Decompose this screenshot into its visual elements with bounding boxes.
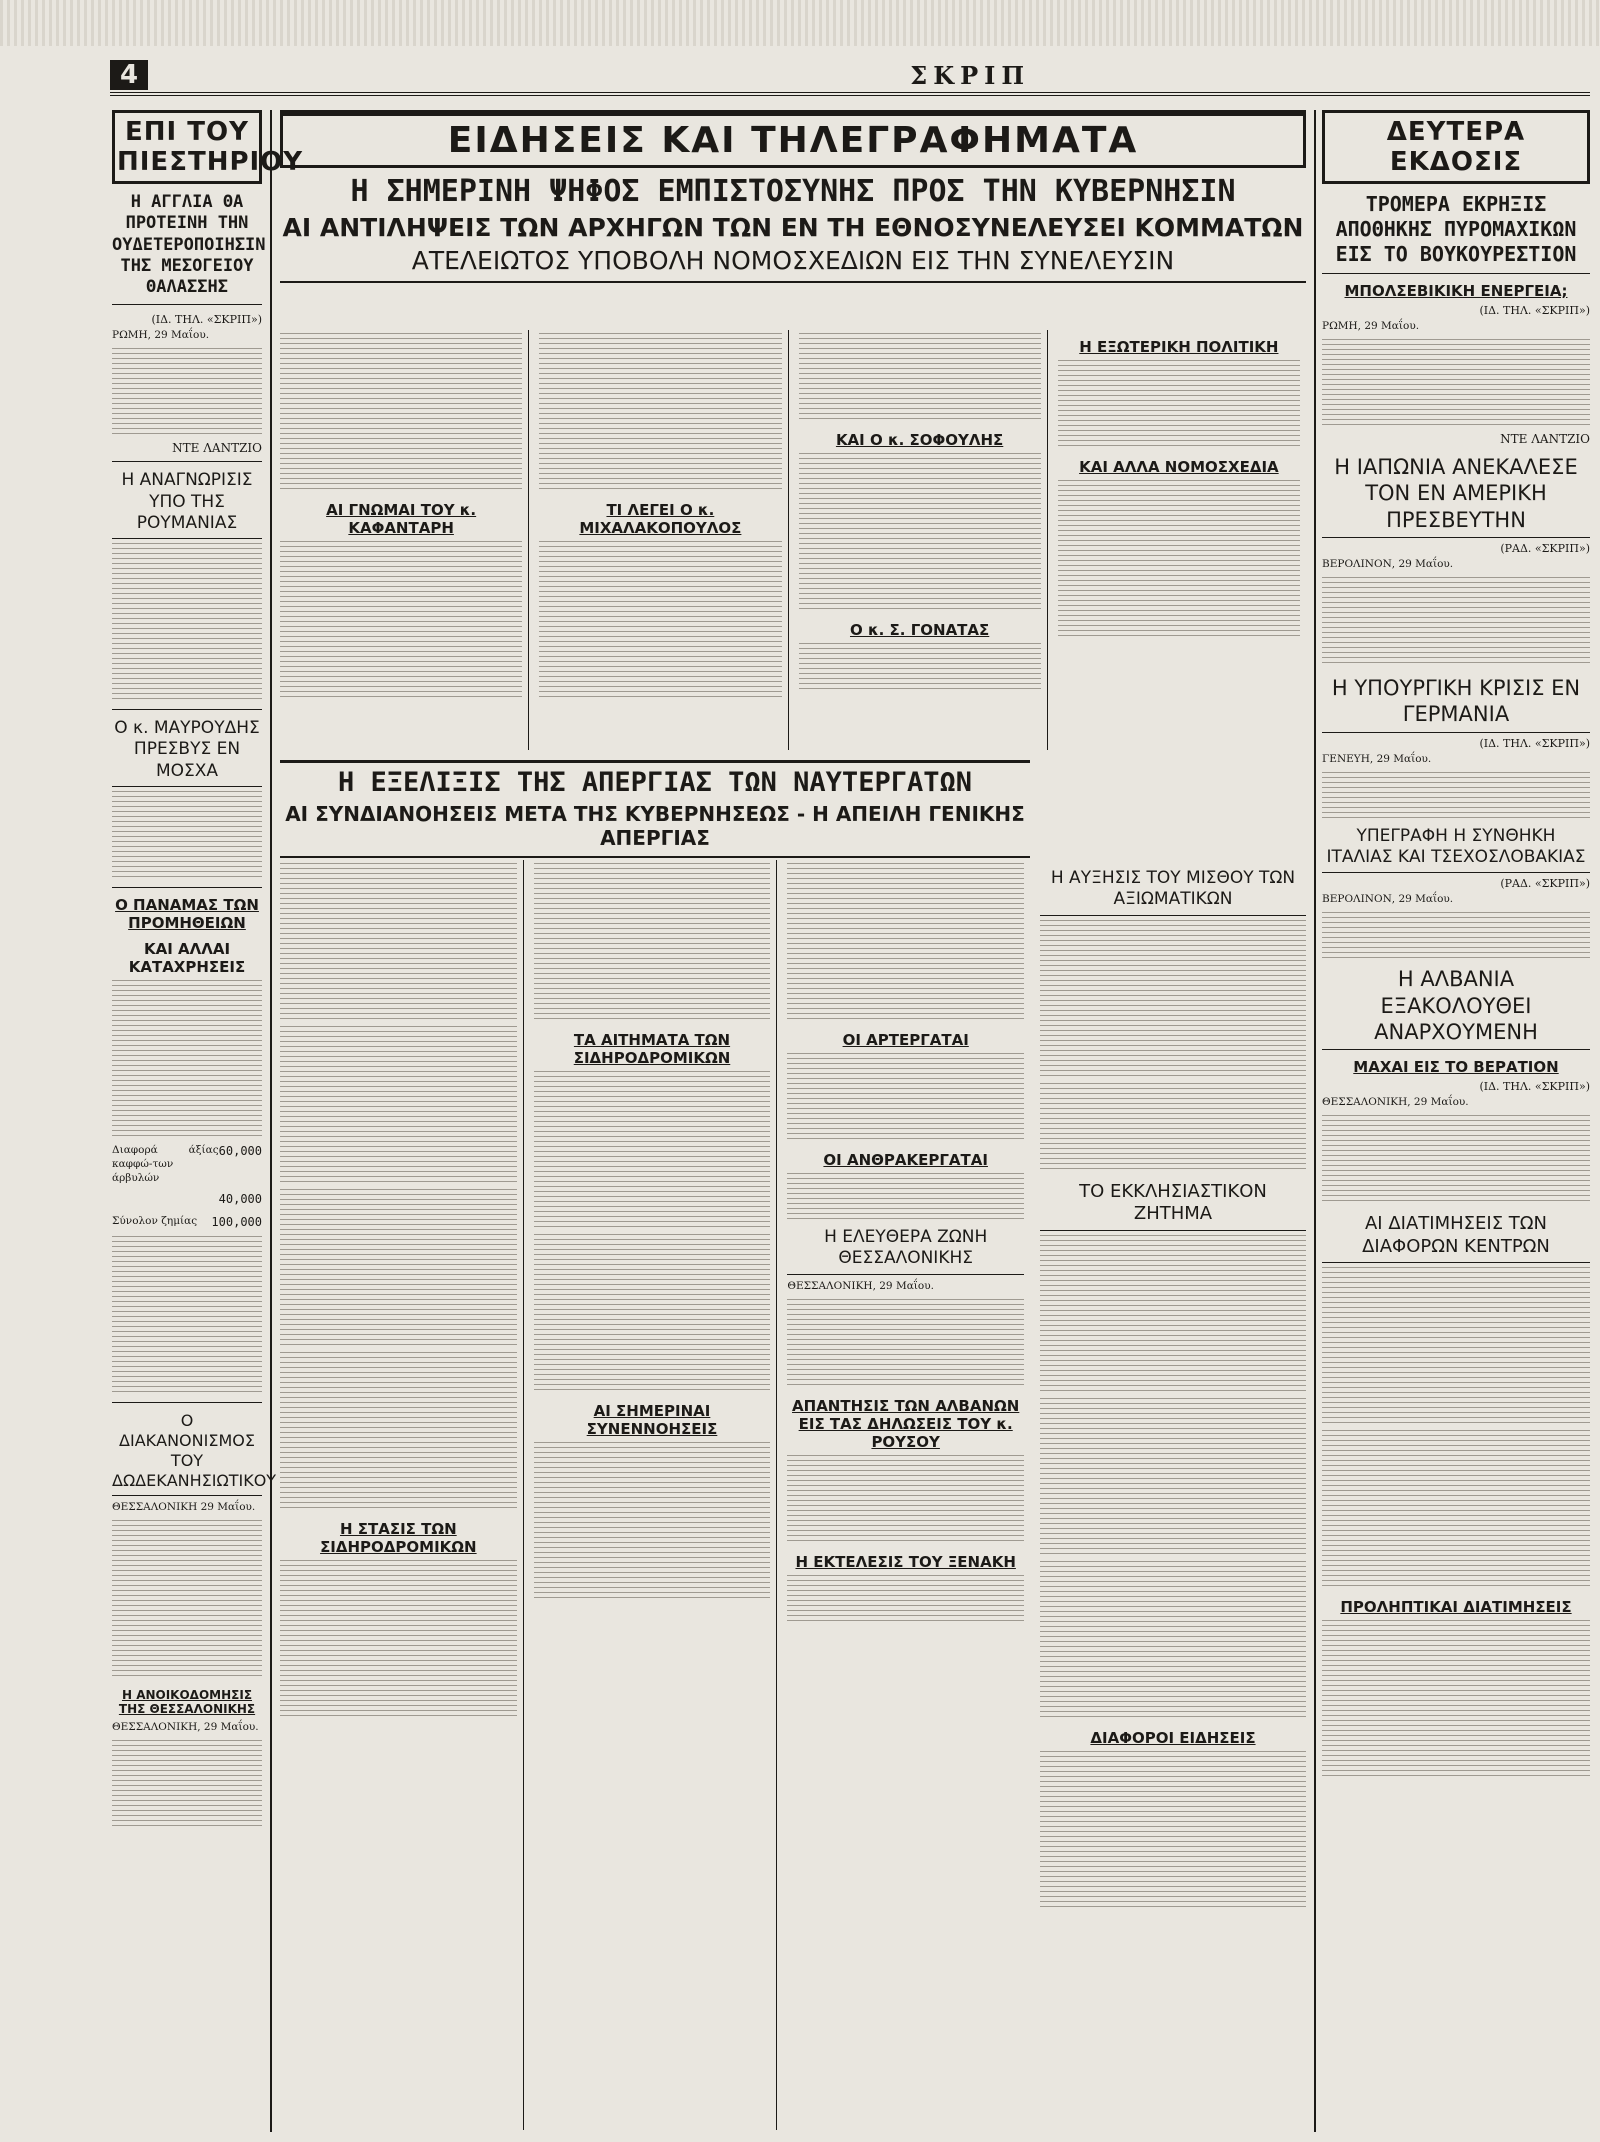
article-text bbox=[1322, 1115, 1590, 1205]
source-credit: (ΙΔ. ΤΗΛ. «ΣΚΡΙΠ») bbox=[1479, 304, 1590, 317]
article-text bbox=[787, 1575, 1024, 1621]
article-text bbox=[1322, 1267, 1590, 1427]
page-number: 4 bbox=[110, 60, 148, 90]
article-text bbox=[112, 1520, 262, 1680]
scan-edge bbox=[0, 0, 1600, 46]
news-subcolumn bbox=[539, 330, 788, 750]
headline: Η ΑΓΓΛΙΑ ΘΑ ΠΡΟΤΕΙΝΗ ΤΗΝ ΟΥΔΕΤΕΡΟΠΟΙΗΣΙΝ ΤΗΣ ΜΕΣΟΓΕΙΟΥ ΘΑΛΑΣΣΗΣ bbox=[112, 192, 262, 305]
center-right-column bbox=[1040, 860, 1306, 2132]
dateline: ΘΕΣΣΑΛΟΝΙΚΗ, 29 Μαΐου. bbox=[112, 1720, 259, 1733]
headline: Η ΥΠΟΥΡΓΙΚΗ ΚΡΙΣΙΣ ΕΝ ΓΕΡΜΑΝΙΑ bbox=[1322, 675, 1590, 733]
strike-subcolumn bbox=[280, 860, 524, 2130]
article-text bbox=[534, 1442, 771, 1602]
subheadline: ΜΑΧΑΙ ΕΙΣ ΤΟ ΒΕΡΑΤΙΟΝ bbox=[1353, 1058, 1559, 1077]
article-text bbox=[280, 1026, 517, 1186]
article-text bbox=[1322, 1620, 1590, 1780]
right-column bbox=[1322, 110, 1590, 2132]
subheadline: ΤΑ ΑΙΤΗΜΑΤΑ ΤΩΝ ΣΙΔΗΡΟΔΡΟΜΙΚΩΝ bbox=[573, 1031, 731, 1067]
column-rule bbox=[270, 110, 272, 2132]
table-row: Διαφορά άξίας καφφώ-των άρβυλών 60,000 bbox=[112, 1143, 262, 1185]
table-row: 40,000 bbox=[218, 1192, 262, 1207]
left-column bbox=[112, 110, 304, 2132]
headline: ΥΠΕΓΡΑΦΗ Η ΣΥΝΘΗΚΗ ΙΤΑΛΙΑΣ ΚΑΙ ΤΣΕΧΟΣΛΟΒΑΚΙΑΣ bbox=[1322, 826, 1590, 874]
news-body bbox=[280, 330, 1306, 750]
source-credit: (ΙΔ. ΤΗΛ. «ΣΚΡΙΠ») bbox=[1479, 1080, 1590, 1094]
source-credit: (ΙΔ. ΤΗΛ. «ΣΚΡΙΠ») bbox=[151, 313, 262, 327]
dateline: ΘΕΣΣΑΛΟΝΙΚΗ 29 Μαΐου. bbox=[112, 1500, 256, 1513]
subheadline: Ο κ. Σ. ΓΟΝΑΤΑΣ bbox=[849, 621, 990, 639]
dateline: ΡΩΜΗ, 29 Μαΐου. bbox=[112, 329, 210, 342]
dateline: ΓΕΝΕΥΗ, 29 Μαΐου. bbox=[1322, 752, 1432, 765]
headline: Ο ΠΑΝΑΜΑΣ ΤΩΝ ΠΡΟΜΗΘΕΙΩΝ bbox=[115, 895, 259, 932]
article-text bbox=[112, 543, 262, 703]
source-credit: (ΡΑΔ. «ΣΚΡΙΠ») bbox=[1500, 877, 1590, 891]
article-text bbox=[539, 333, 781, 493]
headline: Η ΑΝΑΓΝΩΡΙΣΙΣ ΥΠΟ ΤΗΣ ΡΟΥΜΑΝΙΑΣ bbox=[112, 470, 262, 539]
masthead bbox=[110, 58, 1590, 96]
signature: ΝΤΕ ΛΑΝΤΖΙΟ bbox=[1500, 432, 1590, 447]
article-text bbox=[787, 1173, 1024, 1219]
article-text bbox=[534, 1234, 771, 1394]
subheadline: ΚΑΙ ΑΛΛΑ ΝΟΜΟΣΧΕΔΙΑ bbox=[1079, 458, 1279, 476]
article-text bbox=[280, 1560, 517, 1720]
article-text bbox=[799, 643, 1041, 689]
headline: ΑΤΕΛΕΙΩΤΟΣ ΥΠΟΒΟΛΗ ΝΟΜΟΣΧΕΔΙΩΝ ΕΙΣ ΤΗΝ ΣΥΝΕΛΕΥΣΙΝ bbox=[280, 246, 1306, 283]
subheadline: ΑΙ ΓΝΩΜΑΙ ΤΟΥ κ. ΚΑΦΑΝΤΑΡΗ bbox=[326, 501, 477, 537]
headline: Η ΣΗΜΕΡΙΝΗ ΨΗΦΟΣ ΕΜΠΙΣΤΟΣΥΝΗΣ ΠΡΟΣ ΤΗΝ ΚΥΒΕΡΝΗΣΙΝ bbox=[350, 174, 1236, 209]
article-text bbox=[112, 1236, 262, 1396]
article-text bbox=[280, 541, 522, 701]
section-header: ΔΕΥΤΕΡΑ ΕΚΔΟΣΙΣ bbox=[1322, 110, 1590, 184]
headline: Η ΑΝΟΙΚΟΔΟΜΗΣΙΣ ΤΗΣ ΘΕΣΣΑΛΟΝΙΚΗΣ bbox=[118, 1687, 256, 1716]
article-text bbox=[280, 1189, 517, 1349]
article-text bbox=[534, 863, 771, 1023]
headline: Η ΙΑΠΩΝΙΑ ΑΝΕΚΑΛΕΣΕ ΤΟΝ ΕΝ ΑΜΕΡΙΚΗ ΠΡΕΣΒΕΥΤΗΝ bbox=[1322, 454, 1590, 538]
article-text bbox=[799, 333, 1041, 423]
subheadline: Η ΣΤΑΣΙΣ ΤΩΝ ΣΙΔΗΡΟΔΡΟΜΙΚΩΝ bbox=[320, 1520, 477, 1556]
dateline: ΘΕΣΣΑΛΟΝΙΚΗ, 29 Μαΐου. bbox=[1322, 1096, 1469, 1109]
headline: Η ΕΛΕΥΘΕΡΑ ΖΩΝΗ ΘΕΣΣΑΛΟΝΙΚΗΣ bbox=[787, 1227, 1024, 1275]
table-row: Σύνολον ζημίας 100,000 bbox=[112, 1214, 262, 1229]
subheadline: Η ΕΞΩΤΕΡΙΚΗ ΠΟΛΙΤΙΚΗ bbox=[1079, 338, 1279, 356]
article-text bbox=[1040, 1751, 1306, 1911]
article-text bbox=[112, 791, 262, 881]
headline: Η ΕΞΕΛΙΞΙΣ ΤΗΣ ΑΠΕΡΓΙΑΣ ΤΩΝ ΝΑΥΤΕΡΓΑΤΩΝ bbox=[338, 767, 972, 798]
article-text bbox=[1040, 920, 1306, 1080]
headline: ΑΙ ΑΝΤΙΛΗΨΕΙΣ ΤΩΝ ΑΡΧΗΓΩΝ ΤΩΝ ΕΝ ΤΗ ΕΘΝΟΣΥΝΕΛΕΥΣΕΙ ΚΟΜΜΑΤΩΝ bbox=[282, 213, 1304, 242]
dateline: ΒΕΡΟΛΙΝΟΝ, 29 Μαΐου. bbox=[1322, 557, 1454, 570]
headline: Ο ΔΙΑΚΑΝΟΝΙΣΜΟΣ ΤΟΥ ΔΩΔΕΚΑΝΗΣΙΩΤΙΚΟΥ bbox=[112, 1411, 262, 1496]
article-text bbox=[1322, 912, 1590, 958]
headline: Η ΑΛΒΑΝΙΑ ΕΞΑΚΟΛΟΥΘΕΙ ΑΝΑΡΧΟΥΜΕΝΗ bbox=[1322, 966, 1590, 1050]
subheadline: ΟΙ ΑΝΘΡΑΚΕΡΓΑΤΑΙ bbox=[823, 1151, 988, 1169]
source-credit: (ΙΔ. ΤΗΛ. «ΣΚΡΙΠ») bbox=[1479, 736, 1590, 750]
article-text bbox=[112, 1740, 262, 1830]
article-text bbox=[112, 980, 262, 1140]
paper-name: ΣΚΡΙΠ bbox=[910, 60, 1030, 90]
source-credit: (ΡΑΔ. «ΣΚΡΙΠ») bbox=[1500, 541, 1590, 555]
article-text bbox=[787, 1299, 1024, 1389]
news-subcolumn bbox=[1058, 330, 1306, 750]
strike-subcolumn bbox=[534, 860, 778, 2130]
subheadline: ΑΙ ΣΗΜΕΡΙΝΑΙ ΣΥΝΕΝΝΟΗΣΕΙΣ bbox=[586, 1402, 718, 1438]
subheadline: ΑΠΑΝΤΗΣΙΣ ΤΩΝ ΑΛΒΑΝΩΝ ΕΙΣ ΤΑΣ ΔΗΛΩΣΕΙΣ ΤΟΥ κ. ΡΟΥΣΟΥ bbox=[792, 1396, 1020, 1451]
news-banner bbox=[280, 110, 1306, 289]
strike-banner bbox=[280, 760, 1030, 862]
section-header: ΕΠΙ ΤΟΥ ΠΙΕΣΤΗΡΙΟΥ bbox=[112, 110, 262, 184]
dateline: ΘΕΣΣΑΛΟΝΙΚΗ, 29 Μαΐου. bbox=[787, 1279, 934, 1292]
subheadline: ΚΑΙ Ο κ. ΣΟΦΟΥΛΗΣ bbox=[835, 431, 1004, 449]
article-text bbox=[799, 453, 1041, 613]
article-text bbox=[280, 333, 522, 493]
subheadline: ΚΑΙ ΑΛΛΑΙ ΚΑΤΑΧΡΗΣΕΙΣ bbox=[128, 939, 246, 976]
dateline: ΒΕΡΟΛΙΝΟΝ, 29 Μαΐου. bbox=[1322, 893, 1454, 906]
article-text bbox=[1040, 1083, 1306, 1173]
news-subcolumn bbox=[280, 330, 529, 750]
article-text bbox=[787, 863, 1024, 1023]
headline: ΤΡΟΜΕΡΑ ΕΚΡΗΞΙΣ ΑΠΟΘΗΚΗΣ ΠΥΡΟΜΑΧΙΚΩΝ ΕΙΣ ΤΟ ΒΟΥΚΟΥΡΕΣΤΙΟΝ bbox=[1322, 192, 1590, 274]
headline: ΑΙ ΔΙΑΤΙΜΗΣΕΙΣ ΤΩΝ ΔΙΑΦΟΡΩΝ ΚΕΝΤΡΩΝ bbox=[1322, 1213, 1590, 1263]
article-text bbox=[112, 348, 262, 438]
subheadline: ΔΙΑΦΟΡΟΙ ΕΙΔΗΣΕΙΣ bbox=[1090, 1728, 1256, 1747]
article-text bbox=[1322, 1430, 1590, 1590]
article-text bbox=[1322, 772, 1590, 818]
article-text bbox=[539, 541, 781, 701]
headline: ΑΙ ΣΥΝΔΙΑΝΟΗΣΕΙΣ ΜΕΤΑ ΤΗΣ ΚΥΒΕΡΝΗΣΕΩΣ - Η ΑΠΕΙΛΗ ΓΕΝΙΚΗΣ ΑΠΕΡΓΙΑΣ bbox=[280, 802, 1030, 858]
article-text bbox=[787, 1053, 1024, 1143]
strike-subcolumn bbox=[787, 860, 1030, 2130]
article-text bbox=[787, 1455, 1024, 1545]
article-text bbox=[280, 863, 517, 1023]
subheadline: ΤΙ ΛΕΓΕΙ Ο κ. ΜΙΧΑΛΑΚΟΠΟΥΛΟΣ bbox=[579, 501, 742, 537]
damage-table bbox=[112, 1143, 262, 1230]
banner-title: ΕΙΔΗΣΕΙΣ ΚΑΙ ΤΗΛΕΓΡΑΦΗΜΑΤΑ bbox=[280, 113, 1306, 168]
subheadline: ΟΙ ΑΡΤΕΡΓΑΤΑΙ bbox=[842, 1031, 969, 1049]
article-text bbox=[1058, 480, 1300, 640]
dateline: ΡΩΜΗ, 29 Μαΐου. bbox=[1322, 320, 1420, 332]
subheadline: ΠΡΟΛΗΠΤΙΚΑΙ ΔΙΑΤΙΜΗΣΕΙΣ bbox=[1340, 1598, 1572, 1617]
headline: Ο κ. ΜΑΥΡΟΥΔΗΣ ΠΡΕΣΒΥΣ ΕΝ ΜΟΣΧΑ bbox=[112, 718, 262, 787]
article-text bbox=[1040, 1398, 1306, 1558]
news-subcolumn bbox=[799, 330, 1048, 750]
article-text bbox=[280, 1352, 517, 1512]
column-rule bbox=[1314, 110, 1316, 2132]
article-text bbox=[1040, 1561, 1306, 1721]
article-text bbox=[1322, 339, 1590, 429]
subheadline: ΜΠΟΛΣΕΒΙΚΙΚΗ ΕΝΕΡΓΕΙΑ; bbox=[1344, 282, 1568, 300]
article-text bbox=[1058, 360, 1300, 450]
strike-body bbox=[280, 860, 1030, 2130]
subheadline: Η ΕΚΤΕΛΕΣΙΣ ΤΟΥ ΞΕΝΑΚΗ bbox=[795, 1552, 1016, 1571]
article-text bbox=[1322, 577, 1590, 667]
headline: ΤΟ ΕΚΚΛΗΣΙΑΣΤΙΚΟΝ ΖΗΤΗΜΑ bbox=[1040, 1181, 1306, 1231]
headline: Η ΑΥΞΗΣΙΣ ΤΟΥ ΜΙΣΘΟΥ ΤΩΝ ΑΞΙΩΜΑΤΙΚΩΝ bbox=[1040, 868, 1306, 916]
signature: ΝΤΕ ΛΑΝΤΖΙΟ bbox=[172, 441, 262, 456]
article-text bbox=[1040, 1235, 1306, 1395]
article-text bbox=[534, 1071, 771, 1231]
